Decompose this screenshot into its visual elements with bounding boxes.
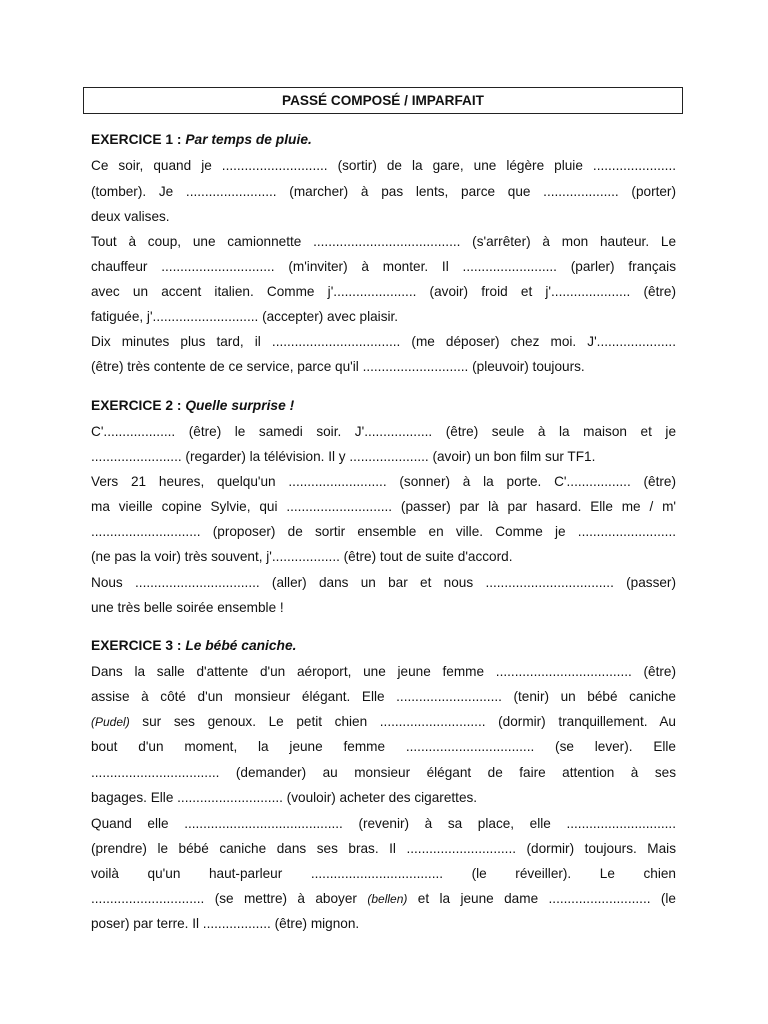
exercise-2-line: une très belle soirée ensemble !	[91, 600, 284, 615]
exercise-3-line	[91, 889, 676, 909]
translation-note: (Pudel)	[91, 715, 130, 729]
exercise-1-line: Tout à coup, une camionnette ....................................... (s'arrêter) à mon hauteur. Le	[91, 234, 676, 249]
exercise-1-line: (être) très contente de ce service, parce qu'il ............................ (pleuvoir) toujours.	[91, 359, 585, 374]
translation-note: (bellen)	[367, 892, 408, 906]
exercise-1-line: avec un accent italien. Comme j'...................... (avoir) froid et j'..................... (être)	[91, 284, 676, 299]
exercise-1-line: (tomber). Je ........................ (marcher) à pas lents, parce que .................... (porter)	[91, 184, 676, 199]
exercise-2-label: EXERCICE 2 :	[91, 398, 182, 413]
line-text: et la jeune dame ........................... (le	[407, 891, 676, 906]
exercise-3-heading	[91, 638, 297, 653]
exercise-2-line: (ne pas la voir) très souvent, j'.................. (être) tout de suite d'accord.	[91, 549, 513, 564]
exercise-3-line: bout d'un moment, la jeune femme .................................. (se lever). Elle	[91, 739, 676, 754]
exercise-1-line: deux valises.	[91, 209, 170, 224]
exercise-3-line: .................................. (demander) au monsieur élégant de faire attention à ses	[91, 765, 676, 780]
exercise-3-line	[91, 712, 676, 732]
exercise-1-line: Ce soir, quand je ............................ (sortir) de la gare, une légère pluie ......................	[91, 158, 676, 173]
line-text: .............................. (se mettre) à aboyer	[91, 891, 368, 906]
exercise-1-line: Dix minutes plus tard, il .................................. (me déposer) chez moi. J'.....................	[91, 334, 676, 349]
exercise-2-line: ma vieille copine Sylvie, qui ............................ (passer) par là par hasard. Elle me / m'	[91, 499, 676, 514]
exercise-1-name: Par temps de pluie.	[185, 132, 312, 147]
exercise-3-line: bagages. Elle ............................ (vouloir) acheter des cigarettes.	[91, 790, 478, 805]
page-title: PASSÉ COMPOSÉ / IMPARFAIT	[83, 87, 683, 114]
exercise-1-label: EXERCICE 1 :	[91, 132, 182, 147]
exercise-3-line: (prendre) le bébé caniche dans ses bras. Il ............................. (dormir) toujours. Mais	[91, 841, 676, 856]
line-text: sur ses genoux. Le petit chien ............................ (dormir) tranquillement. Au	[129, 714, 676, 729]
exercise-2-line: Vers 21 heures, quelqu'un .......................... (sonner) à la porte. C'................. (être)	[91, 474, 676, 489]
exercise-2-line: C'................... (être) le samedi soir. J'.................. (être) seule à la maison et je	[91, 424, 676, 439]
exercise-3-label: EXERCICE 3 :	[91, 638, 182, 653]
exercise-3-line: voilà qu'un haut-parleur ................................... (le réveiller). Le chien	[91, 866, 676, 881]
exercise-3-line: poser) par terre. Il .................. (être) mignon.	[91, 916, 360, 931]
exercise-1-line: fatiguée, j'............................ (accepter) avec plaisir.	[91, 309, 399, 324]
exercise-2-name: Quelle surprise !	[185, 398, 295, 413]
exercise-3-line: Dans la salle d'attente d'un aéroport, une jeune femme .................................... (être)	[91, 664, 676, 679]
exercise-3-line: Quand elle .......................................... (revenir) à sa place, elle .............................	[91, 816, 676, 831]
exercise-2-line: Nous ................................. (aller) dans un bar et nous .................................. (passer)	[91, 575, 676, 590]
exercise-2-heading	[91, 398, 294, 413]
exercise-2-line: ............................. (proposer) de sortir ensemble en ville. Comme je ..........................	[91, 524, 676, 539]
exercise-3-name: Le bébé caniche.	[185, 638, 297, 653]
exercise-1-line: chauffeur .............................. (m'inviter) à monter. Il ......................... (parler) français	[91, 259, 676, 274]
exercise-3-line: assise à côté d'un monsieur élégant. Elle ............................ (tenir) un bébé caniche	[91, 689, 676, 704]
exercise-2-line: ........................ (regarder) la télévision. Il y ..................... (avoir) un bon film sur TF1.	[91, 449, 596, 464]
exercise-1-heading	[91, 132, 312, 147]
